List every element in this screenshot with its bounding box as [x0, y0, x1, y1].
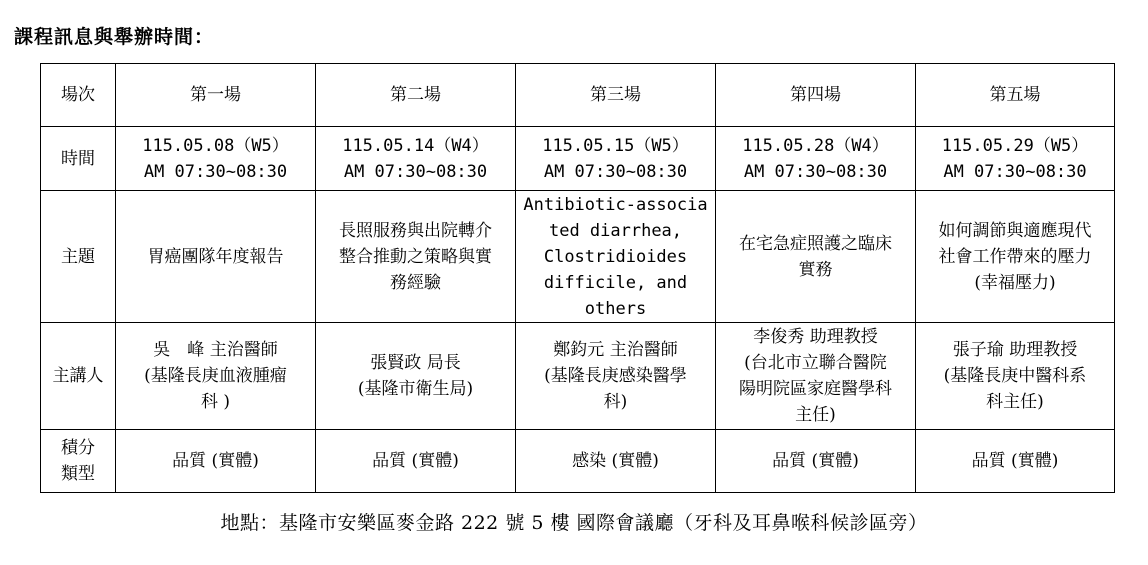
session-header: 第三場	[516, 64, 716, 127]
corner-label: 場次	[41, 64, 116, 127]
topic-row	[41, 191, 1115, 323]
credit-type-cell: 品質 (實體)	[316, 430, 516, 493]
credit-type-row-label: 積分 類型	[41, 430, 116, 493]
topic-cell: 在宅急症照護之臨床 實務	[716, 191, 916, 323]
topic-row-label: 主題	[41, 191, 116, 323]
time-cell: 115.05.08（W5） AM 07:30~08:30	[116, 127, 316, 191]
speaker-row	[41, 323, 1115, 430]
credit-type-cell: 品質 (實體)	[116, 430, 316, 493]
credit-type-cell: 感染 (實體)	[516, 430, 716, 493]
time-cell: 115.05.28（W4） AM 07:30~08:30	[716, 127, 916, 191]
speaker-row-label: 主講人	[41, 323, 116, 430]
schedule-table	[40, 63, 1115, 493]
topic-cell: 長照服務與出院轉介 整合推動之策略與實 務經驗	[316, 191, 516, 323]
speaker-cell: 鄭鈞元 主治醫師 (基隆長庚感染醫學 科)	[516, 323, 716, 430]
session-header: 第二場	[316, 64, 516, 127]
time-cell: 115.05.29（W5） AM 07:30~08:30	[916, 127, 1115, 191]
time-row	[41, 127, 1115, 191]
section-heading: 課程訊息與舉辦時間：	[14, 26, 215, 48]
speaker-cell: 張子瑜 助理教授 (基隆長庚中醫科系 科主任)	[916, 323, 1115, 430]
header-row	[41, 64, 1115, 127]
credit-type-row	[41, 430, 1115, 493]
topic-cell: Antibiotic-associa ted diarrhea, Clostridioides difficile, and others	[516, 191, 716, 323]
credit-type-cell: 品質 (實體)	[916, 430, 1115, 493]
speaker-cell: 李俊秀 助理教授 (台北市立聯合醫院 陽明院區家庭醫學科 主任)	[716, 323, 916, 430]
session-header: 第五場	[916, 64, 1115, 127]
session-header: 第四場	[716, 64, 916, 127]
time-row-label: 時間	[41, 127, 116, 191]
time-cell: 115.05.15（W5） AM 07:30~08:30	[516, 127, 716, 191]
credit-type-cell: 品質 (實體)	[716, 430, 916, 493]
time-cell: 115.05.14（W4） AM 07:30~08:30	[316, 127, 516, 191]
topic-cell: 胃癌團隊年度報告	[116, 191, 316, 323]
speaker-cell: 吳 峰 主治醫師 (基隆長庚血液腫瘤 科 )	[116, 323, 316, 430]
topic-cell: 如何調節與適應現代 社會工作帶來的壓力 (幸福壓力)	[916, 191, 1115, 323]
session-header: 第一場	[116, 64, 316, 127]
speaker-cell: 張賢政 局長 (基隆市衛生局)	[316, 323, 516, 430]
location-footer: 地點：基隆市安樂區麥金路 222 號 5 樓 國際會議廳（牙科及耳鼻喉科候診區旁）	[220, 512, 928, 534]
